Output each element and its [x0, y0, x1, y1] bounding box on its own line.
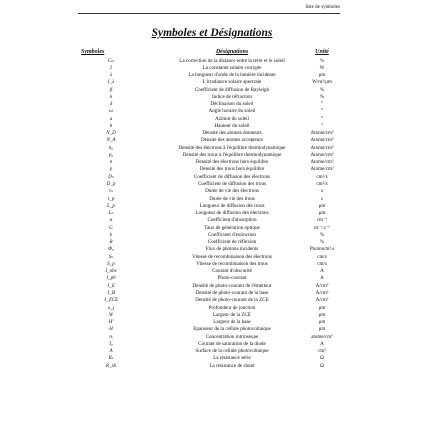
- symbol-cell: n: [109, 159, 113, 166]
- symbol-cell: Sₙ: [108, 253, 114, 260]
- unit-cell: Atome/cm³: [310, 151, 334, 158]
- designation-cell: Longueur de diffusion des électrons: [195, 210, 269, 217]
- table-row: [0, 72, 424, 79]
- table-row: [0, 101, 424, 108]
- table-row: [0, 283, 424, 290]
- symbol-cell: p: [109, 166, 113, 173]
- unit-cell: °: [320, 115, 324, 122]
- table-row: [0, 65, 424, 72]
- designation-cell: Densité des atomes accepteurs: [200, 137, 264, 144]
- designation-cell: Coefficient d'extinction: [208, 231, 256, 238]
- unit-cell: μm: [318, 210, 326, 217]
- symbol-cell: N_D: [106, 130, 116, 137]
- designation-cell: Largeur de la base: [213, 319, 251, 326]
- symbol-cell: I_ph: [106, 275, 116, 282]
- designation-cell: Densité des trous à l'équilibre thermodynamique: [182, 151, 282, 158]
- designation-cell: Densité des atomes donneurs: [202, 130, 262, 137]
- symbol-cell: β: [109, 86, 113, 93]
- symbol-cell: a: [109, 115, 113, 122]
- designation-cell: Profondeur de jonction: [208, 304, 256, 311]
- symbol-cell: p₀: [108, 151, 114, 158]
- table-row: [0, 305, 424, 312]
- table-row: [0, 145, 424, 152]
- unit-cell: cm/s: [317, 253, 327, 260]
- designation-cell: La longueur d'onde de la lumière incidente: [188, 72, 276, 79]
- designation-cell: Durée de vie des électrons: [205, 188, 259, 195]
- symbol-cell: W: [108, 311, 114, 318]
- unit-cell: m⁻³.s⁻¹: [314, 224, 330, 231]
- table-row: [0, 246, 424, 253]
- symbol-list: [0, 58, 424, 370]
- symbol-cell: λ: [109, 72, 113, 79]
- table-row: [0, 108, 424, 115]
- table-row: [0, 79, 424, 86]
- symbol-cell: Dₙ: [108, 173, 114, 180]
- designation-cell: Densité des électrons à l'équilibre thermodynamique: [178, 144, 286, 151]
- designation-cell: Angle horaire du soleil: [208, 108, 256, 115]
- table-row: [0, 123, 424, 130]
- unit-cell: Atome/cm³: [310, 144, 334, 151]
- unit-cell: %: [319, 57, 325, 64]
- designation-cell: Photo-courant: [217, 275, 247, 282]
- designation-cell: Longueur de diffusion des trous: [199, 202, 265, 209]
- symbol-cell: L_p: [107, 202, 115, 209]
- symbol-cell: D_p: [106, 181, 116, 188]
- unit-cell: °: [320, 108, 324, 115]
- table-row: [0, 268, 424, 275]
- table-row: [0, 334, 424, 341]
- symbol-cell: k: [109, 231, 113, 238]
- table-row: [0, 217, 424, 224]
- unit-cell: μm: [318, 72, 326, 79]
- table-row: [0, 188, 424, 195]
- symbol-cell: nᵢ: [109, 333, 113, 340]
- table-row: [0, 312, 424, 319]
- symbol-cell: G: [109, 224, 113, 231]
- table-row: [0, 137, 424, 144]
- designation-cell: Densité de photo-courant de l'émetteur: [192, 282, 272, 289]
- symbol-cell: x_j: [107, 304, 115, 311]
- symbol-cell: I_obs: [105, 268, 117, 275]
- unit-cell: Ω: [320, 362, 324, 369]
- designation-cell: Déclinaison du soleil: [210, 101, 254, 108]
- designation-cell: Courant d'obscurité: [212, 268, 252, 275]
- table-row: [0, 232, 424, 239]
- unit-cell: cm²: [318, 348, 326, 355]
- symbol-cell: H: [109, 326, 113, 333]
- unit-cell: W/m²/μm: [312, 79, 332, 86]
- table-row: [0, 196, 424, 203]
- designation-cell: La résistance série: [213, 355, 251, 362]
- symbol-cell: H': [108, 319, 114, 326]
- unit-cell: A/cm²: [315, 297, 329, 304]
- unit-cell: Photon/m².s: [309, 246, 335, 253]
- unit-cell: s: [321, 188, 323, 195]
- table-row: [0, 225, 424, 232]
- unit-cell: cm²/s: [316, 181, 328, 188]
- unit-cell: W: [319, 64, 325, 71]
- designation-cell: Coefficient de diffusion des trous: [198, 181, 266, 188]
- symbol-cell: J_E: [107, 282, 115, 289]
- designation-cell: La résistance de shunt: [209, 362, 255, 369]
- symbol-cell: I_λ: [107, 79, 115, 86]
- unit-cell: μm: [318, 311, 326, 318]
- designation-cell: Coefficient de réflexion: [207, 239, 257, 246]
- table-row: [0, 203, 424, 210]
- symbol-cell: τ_p: [107, 195, 115, 202]
- unit-cell: °: [320, 101, 324, 108]
- symbol-cell: α: [109, 217, 113, 224]
- unit-cell: Atome/cm³: [310, 159, 334, 166]
- symbol-cell: Cₜₛ: [107, 57, 115, 64]
- table-row: [0, 363, 424, 370]
- symbol-cell: J_ZCE: [103, 297, 119, 304]
- unit-cell: Atome/cm³: [310, 130, 334, 137]
- running-header: liste de symboles: [305, 5, 340, 10]
- unit-cell: cm²/s: [316, 173, 328, 180]
- symbol-cell: n: [109, 93, 113, 100]
- unit-cell: s: [321, 195, 323, 202]
- designation-cell: Densité des électrons hors équilibre: [195, 159, 269, 166]
- table-row: [0, 116, 424, 123]
- designation-cell: La constante solaire corrigée: [202, 64, 262, 71]
- symbol-cell: τₙ: [109, 188, 113, 195]
- unit-cell: μm: [318, 202, 326, 209]
- symbol-cell: I: [110, 64, 112, 71]
- unit-cell: %: [319, 93, 325, 100]
- table-row: [0, 326, 424, 333]
- unit-cell: cm⁻¹: [316, 217, 328, 224]
- unit-cell: A: [320, 275, 324, 282]
- designation-cell: Azimut du soleil: [215, 115, 249, 122]
- designation-cell: Courant de saturation de la diode: [198, 340, 266, 347]
- symbol-cell: h: [109, 122, 113, 129]
- table-row: [0, 297, 424, 304]
- column-header-unit: Unité: [315, 49, 329, 55]
- unit-cell: %: [319, 239, 325, 246]
- unit-cell: A: [320, 340, 324, 347]
- table-row: [0, 355, 424, 362]
- designation-cell: La correction de la distance entre la terre et le soleil: [179, 57, 285, 64]
- table-row: [0, 290, 424, 297]
- symbol-cell: A: [109, 348, 113, 355]
- table-row: [0, 58, 424, 65]
- designation-cell: Flux de photons incidents: [205, 246, 259, 253]
- designation-cell: Vitesse de recombinaison des électrons: [192, 253, 272, 260]
- symbol-cell: I₀: [109, 340, 113, 347]
- table-row: [0, 341, 424, 348]
- designation-cell: Coefficient d'absorption: [207, 217, 257, 224]
- table-row: [0, 319, 424, 326]
- table-row: [0, 348, 424, 355]
- table-row: [0, 210, 424, 217]
- unit-cell: A: [320, 268, 324, 275]
- symbol-cell: n₀: [108, 144, 114, 151]
- table-row: [0, 87, 424, 94]
- unit-cell: μm: [318, 326, 326, 333]
- column-header-designation: Désignations: [215, 49, 249, 55]
- symbol-cell: R_sh: [105, 362, 117, 369]
- unit-cell: cm/s: [317, 260, 327, 267]
- unit-cell: A/cm²: [315, 282, 329, 289]
- designation-cell: Coefficient de diffusion de Rayleigh: [194, 86, 270, 93]
- unit-cell: °: [320, 122, 324, 129]
- symbol-cell: Lₙ: [108, 210, 114, 217]
- table-row: [0, 94, 424, 101]
- unit-cell: %: [319, 86, 325, 93]
- table-row: [0, 254, 424, 261]
- unit-cell: Atome/cm³: [310, 137, 334, 144]
- table-row: [0, 239, 424, 246]
- symbol-cell: δ: [109, 101, 113, 108]
- page-title: Symboles et Désignations: [151, 27, 273, 39]
- designation-cell: Densité de photo-courant de la base: [195, 290, 269, 296]
- table-row: [0, 181, 424, 188]
- designation-cell: Densité des trous hors équilibre: [199, 166, 265, 173]
- designation-cell: Hauteur du soleil: [214, 122, 250, 129]
- designation-cell: Epaisseur de la cellule photovoltaïque: [193, 326, 271, 333]
- table-row: [0, 130, 424, 137]
- table-row: [0, 275, 424, 282]
- designation-cell: L'irradiance solaire spectrale: [202, 79, 262, 86]
- unit-cell: atome/cm³: [311, 333, 333, 340]
- designation-cell: Surface de la cellule photovoltaïque: [195, 348, 269, 355]
- designation-cell: Indice de réfraction: [212, 93, 252, 100]
- symbol-cell: S_p: [107, 260, 115, 267]
- unit-cell: Ω: [320, 355, 324, 362]
- table-row: [0, 174, 424, 181]
- designation-cell: Largeur de la ZCE: [213, 311, 251, 318]
- symbol-cell: Φ₀: [108, 246, 114, 253]
- table-row: [0, 166, 424, 173]
- designation-cell: Taux de génération optique: [204, 224, 260, 231]
- table-row: [0, 152, 424, 159]
- table-row: [0, 261, 424, 268]
- unit-cell: Atome/cm³: [310, 166, 334, 173]
- column-header-symbol: Symboles: [81, 49, 105, 55]
- designation-cell: Concentration intrinsèque: [205, 333, 259, 340]
- symbol-cell: Rₛ: [108, 355, 114, 362]
- symbol-cell: N_A: [106, 137, 116, 144]
- symbol-cell: ω: [109, 108, 113, 115]
- unit-cell: A/cm²: [315, 290, 329, 296]
- table-row: [0, 159, 424, 166]
- unit-cell: μm: [318, 304, 326, 311]
- designation-cell: Densité de photo-courant de la ZCE: [195, 297, 269, 304]
- symbol-cell: R: [109, 239, 113, 246]
- designation-cell: Vitesse de recombinaison des trous: [196, 260, 268, 267]
- designation-cell: Coefficient de diffusion des électrons: [193, 173, 271, 180]
- unit-cell: %: [319, 231, 325, 238]
- unit-cell: μm: [318, 319, 326, 326]
- header-rule: [78, 13, 340, 14]
- designation-cell: Durée de vie des trous: [209, 195, 255, 202]
- symbol-cell: J_B: [107, 290, 115, 296]
